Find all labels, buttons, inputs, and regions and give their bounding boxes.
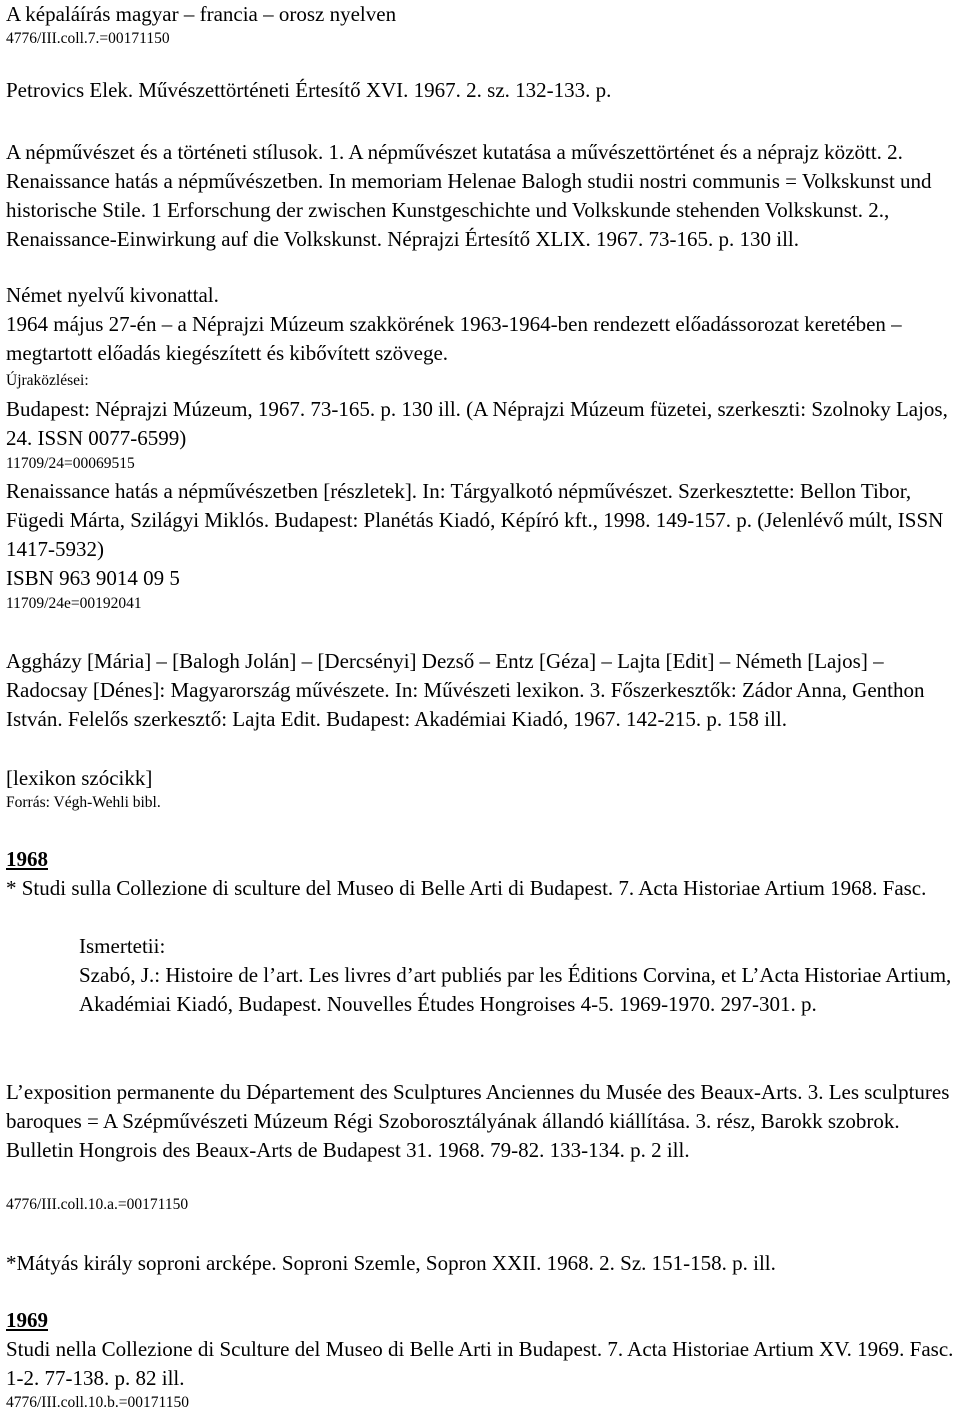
- call-number: 4776/III.coll.10.a.=00171150: [6, 1196, 189, 1213]
- call-number: 11709/24=00069515: [6, 455, 135, 472]
- year-heading: 1969: [6, 1308, 48, 1332]
- bibliography-entry: Szabó, J.: Histoire de l’art. Les livres d’art publiés par les Éditions Corvina, et L’Acta Historiae Artium, Akadémiai Kiadó, Budapest. Nouvelles Études Hongroises 4-5. 1969-1970. 297-301. p.: [79, 963, 952, 1016]
- bibliography-entry: [lexikon szócikk]: [6, 766, 153, 790]
- call-number: 11709/24e=00192041: [6, 595, 142, 612]
- bibliography-entry: Renaissance hatás a népművészetben [részletek]. In: Tárgyalkotó népművészet. Szerkesztette: Bellon Tibor, Fügedi Márta, Szilágyi Miklós. Budapest: Planétás Kiadó, Képíró kft., 1998. 149-157. p. (Jelenlévő múlt, ISSN 1417-5932): [6, 479, 944, 561]
- call-number: Újraközlései:: [6, 372, 89, 389]
- bibliography-entry: * Studi sulla Collezione di sculture del Museo di Belle Arti di Budapest. 7. Acta Historiae Artium 1968. Fasc.: [6, 876, 927, 900]
- year-heading: 1968: [6, 847, 48, 871]
- bibliography-entry: L’exposition permanente du Département des Sculptures Anciennes du Musée des Beaux-Arts. 3. Les sculptures baroques = A Szépművészeti Múzeum Régi Szoborosztályának állandó kiállítása. 3. rész, Barokk szobrok. Bulletin Hongrois des Beaux-Arts de Budapest 31. 1968. 79-82. 133-134. p. 2 ill.: [6, 1080, 950, 1162]
- call-number: Forrás: Végh-Wehli bibl.: [6, 794, 161, 811]
- bibliography-entry: Aggházy [Mária] – [Balogh Jolán] – [Dercsényi] Dezső – Entz [Géza] – Lajta [Edit] – Németh [Lajos] – Radocsay [Dénes]: Magyarország művészete. In: Művészeti lexikon. 3. Főszerkesztők: Zádor Anna, Genthon István. Felelős szerkesztő: Lajta Edit. Budapest: Akadémiai Kiadó, 1967. 142-215. p. 158 ill.: [6, 649, 925, 731]
- bibliography-entry: ISBN 963 9014 09 5: [6, 566, 180, 590]
- bibliography-entry: A képaláírás magyar – francia – orosz nyelven: [6, 2, 397, 26]
- bibliography-entry: A népművészet és a történeti stílusok. 1. A népművészet kutatása a művészettörténet és a néprajz között. 2. Renaissance hatás a népművészetben. In memoriam Helenae Balogh studii nostri communis = Volkskunst und historische Stile. 1 Erforschung der zwischen Kunstgeschichte und Volkskunde stehenden Volkskunst. 2., Renaissance-Einwirkung auf die Volkskunst. Néprajzi Értesítő XLIX. 1967. 73-165. p. 130 ill.: [6, 140, 932, 251]
- call-number: 4776/III.coll.7.=00171150: [6, 30, 170, 47]
- bibliography-entry: Ismertetii:: [79, 934, 166, 958]
- bibliography-entry: 1964 május 27-én – a Néprajzi Múzeum szakkörének 1963-1964-ben rendezett előadássorozat keretében – megtartott előadás kiegészített és kibővített szövege.: [6, 312, 902, 365]
- bibliography-entry: Studi nella Collezione di Sculture del Museo di Belle Arti in Budapest. 7. Acta Historiae Artium XV. 1969. Fasc. 1-2. 77-138. p. 82 ill.: [6, 1337, 954, 1390]
- bibliography-entry: Budapest: Néprajzi Múzeum, 1967. 73-165. p. 130 ill. (A Néprajzi Múzeum füzetei, szerkeszti: Szolnoky Lajos, 24. ISSN 0077-6599): [6, 397, 948, 450]
- bibliography-entry: *Mátyás király soproni arcképe. Soproni Szemle, Sopron XXII. 1968. 2. Sz. 151-158. p. ill.: [6, 1251, 776, 1275]
- call-number: 4776/III.coll.10.b.=00171150: [6, 1394, 189, 1411]
- bibliography-entry: Német nyelvű kivonattal.: [6, 283, 219, 307]
- bibliography-entry: Petrovics Elek. Művészettörténeti Értesítő XVI. 1967. 2. sz. 132-133. p.: [6, 78, 612, 102]
